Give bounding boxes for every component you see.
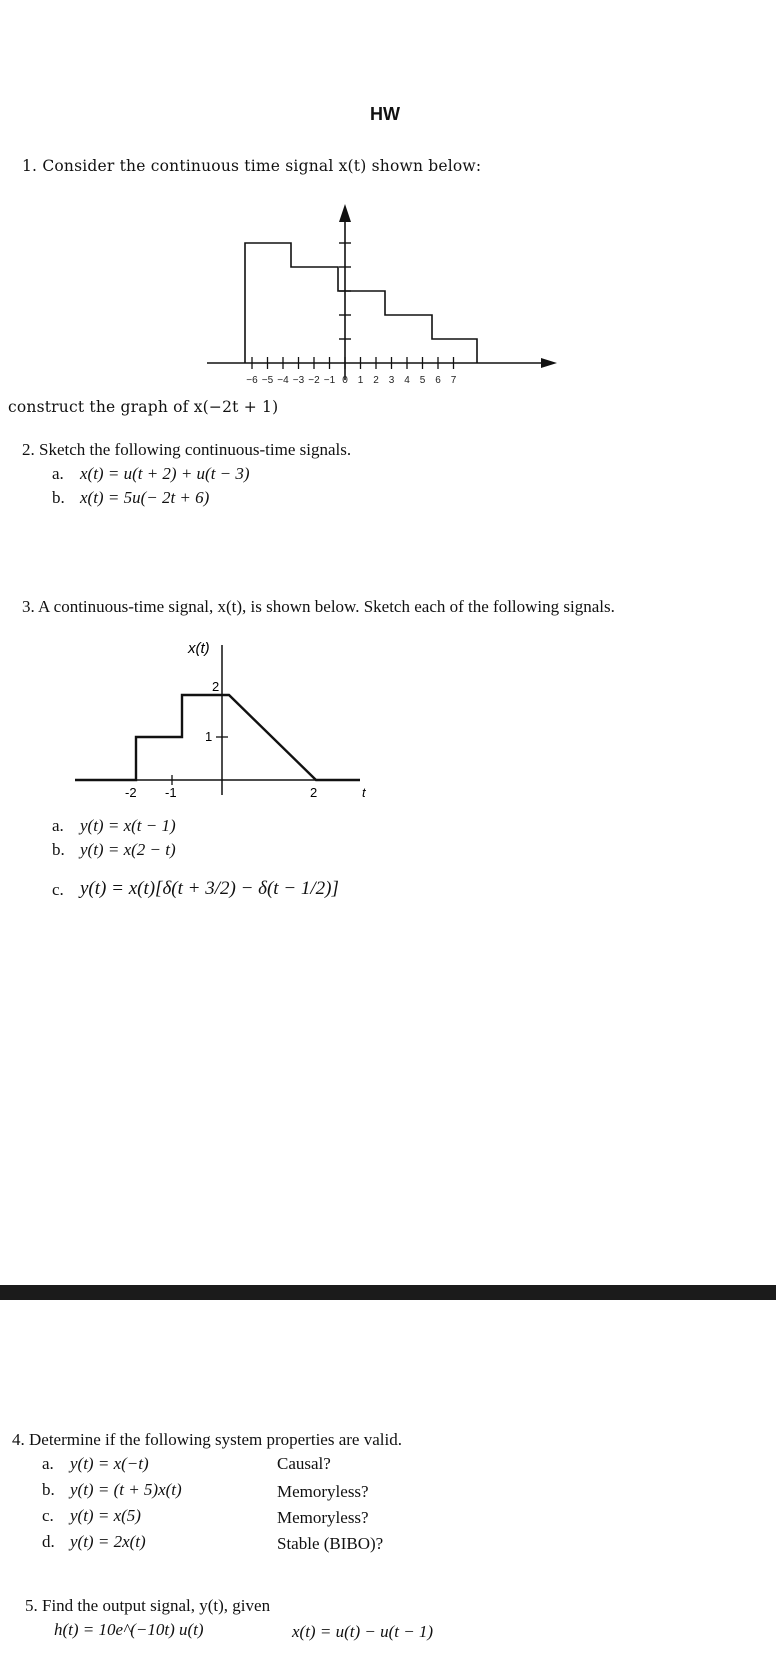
- q3-tick-y2: 2: [212, 679, 220, 694]
- q3-tick-xm1: -1: [165, 785, 177, 800]
- q4-c-equation: y(t) = x(5): [70, 1506, 141, 1525]
- q3-tick-x2: 2: [310, 785, 318, 800]
- q1-tick-label: −5: [261, 375, 274, 386]
- q1-construct-prompt: construct the graph of x(−2t + 1): [8, 398, 279, 416]
- q4-a-equation: y(t) = x(−t): [70, 1454, 149, 1473]
- q4-d-label: d.: [42, 1532, 55, 1551]
- q1-tick-label: 6: [435, 375, 441, 386]
- q3-b-equation: y(t) = x(2 − t): [80, 840, 176, 859]
- q4-a-label: a.: [42, 1454, 54, 1473]
- q1-signal-waveform: [245, 243, 477, 363]
- q3-c-equation: y(t) = x(t)[δ(t + 3/2) − δ(t − 1/2)]: [80, 878, 339, 899]
- q4-c-property: Memoryless?: [277, 1508, 369, 1527]
- q3-signal-graph: [70, 635, 390, 810]
- q4-a-property: Causal?: [277, 1454, 331, 1473]
- q2-a-equation: x(t) = u(t + 2) + u(t − 3): [80, 464, 250, 483]
- q1-tick-label: −1: [323, 375, 336, 386]
- q4-d-property: Stable (BIBO)?: [277, 1534, 384, 1553]
- q3-a-label: a.: [52, 816, 64, 835]
- q3-tick-y1: 1: [205, 729, 213, 744]
- q4-b-equation: y(t) = (t + 5)x(t): [70, 1480, 182, 1499]
- q2-a-label: a.: [52, 464, 64, 483]
- q4-c-label: c.: [42, 1506, 54, 1525]
- page-divider: [0, 1285, 776, 1300]
- q3-b-label: b.: [52, 840, 65, 859]
- q1-tick-label: 4: [404, 375, 410, 386]
- q1-tick-label: 5: [419, 375, 426, 386]
- q1-prompt: 1. Consider the continuous time signal x(t) shown below:: [22, 157, 482, 175]
- q1-tick-label: 3: [388, 375, 395, 386]
- q1-tick-label: −3: [292, 375, 305, 386]
- q5-prompt: 5. Find the output signal, y(t), given: [25, 1596, 271, 1615]
- q3-prompt: 3. A continuous-time signal, x(t), is shown below. Sketch each of the following signals.: [22, 597, 615, 616]
- q1-tick-label: 7: [450, 375, 457, 386]
- q3-tick-xm2: -2: [125, 785, 137, 800]
- q3-graph-ylabel: x(t): [188, 640, 210, 657]
- q1-tick-label: 0: [342, 375, 348, 386]
- q3-a-equation: y(t) = x(t − 1): [80, 816, 176, 835]
- q3-graph-xlabel: t: [362, 785, 366, 800]
- q2-b-equation: x(t) = 5u(− 2t + 6): [80, 488, 210, 507]
- q4-b-label: b.: [42, 1480, 55, 1499]
- q1-y-arrow: [339, 204, 351, 222]
- q5-x-equation: x(t) = u(t) − u(t − 1): [292, 1622, 434, 1641]
- q2-prompt: 2. Sketch the following continuous-time signals.: [22, 440, 352, 459]
- q4-b-property: Memoryless?: [277, 1482, 369, 1501]
- q1-tick-label: −2: [308, 375, 320, 386]
- q1-x-arrow: [541, 358, 557, 368]
- q1-signal-graph: [195, 190, 565, 390]
- q2-b-label: b.: [52, 488, 65, 507]
- page-title: HW: [370, 104, 400, 124]
- q1-tick-label: −6: [246, 375, 258, 386]
- q1-tick-label: 1: [357, 375, 364, 386]
- q4-prompt: 4. Determine if the following system properties are valid.: [12, 1430, 402, 1449]
- q1-tick-label: 2: [373, 375, 379, 386]
- q1-tick-label: −4: [277, 375, 289, 386]
- q4-d-equation: y(t) = 2x(t): [70, 1532, 146, 1551]
- q3-c-label: c.: [52, 880, 64, 899]
- q5-h-equation: h(t) = 10e^(−10t) u(t): [54, 1620, 204, 1639]
- q1-tick-labels: [246, 375, 456, 386]
